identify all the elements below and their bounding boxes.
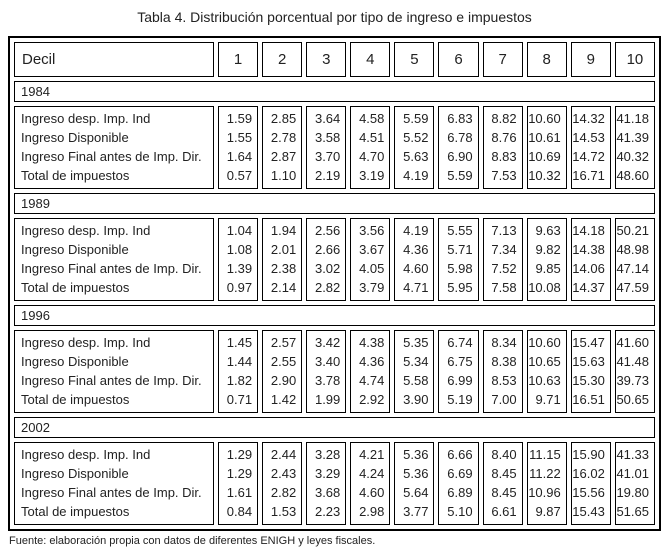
cell-value: 8.76 (491, 130, 517, 145)
cell-value: 5.71 (447, 242, 473, 257)
decile-values-cell (527, 330, 567, 413)
income-distribution-table (8, 36, 661, 531)
cell-value: 16.51 (572, 392, 605, 407)
cell-value: 3.78 (314, 373, 341, 388)
decile-values-cell (615, 106, 655, 189)
cell-value: 3.58 (314, 130, 341, 145)
decile-values-cell (483, 442, 523, 525)
decile-values-cell (306, 106, 346, 189)
cell-value: 7.34 (491, 242, 517, 257)
cell-value: 2.14 (270, 280, 297, 295)
cell-value: 9.63 (535, 223, 561, 238)
cell-value: 19.80 (616, 485, 649, 500)
column-header: 2 (262, 42, 302, 77)
decile-values-cell (218, 218, 258, 301)
cell-value: 3.40 (314, 354, 341, 369)
cell-value: 3.19 (359, 168, 385, 183)
cell-value: 3.56 (359, 223, 385, 238)
cell-value: 8.45 (491, 466, 517, 481)
cell-value: 4.58 (359, 111, 385, 126)
cell-value: 1.04 (226, 223, 253, 238)
cell-value: 1.64 (226, 149, 253, 164)
cell-value: 7.52 (491, 261, 517, 276)
cell-value: 2.38 (270, 261, 297, 276)
cell-value: 2.92 (359, 392, 385, 407)
year-section-header: 2002 (14, 417, 655, 438)
decile-values-cell (350, 218, 390, 301)
cell-value: 5.63 (403, 149, 429, 164)
row-label: Total de impuestos (21, 280, 130, 295)
row-label: Ingreso Final antes de Imp. Dir. (21, 373, 202, 388)
decile-values-cell (527, 218, 567, 301)
cell-value: 2.87 (270, 149, 297, 164)
decile-values-cell (394, 330, 434, 413)
cell-value: 3.42 (314, 335, 341, 350)
cell-value: 15.47 (572, 335, 605, 350)
cell-value: 2.90 (270, 373, 297, 388)
cell-value: 3.64 (314, 111, 341, 126)
cell-value: 4.60 (403, 261, 429, 276)
cell-value: 4.60 (359, 485, 385, 500)
cell-value: 0.71 (226, 392, 253, 407)
cell-value: 6.61 (491, 504, 517, 519)
cell-value: 3.90 (403, 392, 429, 407)
cell-value: 2.98 (359, 504, 385, 519)
cell-value: 2.82 (314, 280, 341, 295)
cell-value: 0.84 (226, 504, 253, 519)
decile-values-cell (394, 106, 434, 189)
cell-value: 1.53 (270, 504, 297, 519)
decile-values-cell (262, 442, 302, 525)
cell-value: 2.78 (270, 130, 297, 145)
cell-value: 4.71 (403, 280, 429, 295)
section-data-row (14, 442, 655, 525)
cell-value: 7.13 (491, 223, 517, 238)
decile-values-cell (527, 442, 567, 525)
decile-values-cell (218, 330, 258, 413)
row-labels-cell (14, 442, 214, 525)
column-header: 4 (350, 42, 390, 77)
cell-value: 10.61 (528, 130, 561, 145)
row-label: Ingreso desp. Imp. Ind (21, 223, 151, 238)
cell-value: 5.52 (403, 130, 429, 145)
cell-value: 8.38 (491, 354, 517, 369)
cell-value: 3.67 (359, 242, 385, 257)
cell-value: 2.66 (314, 242, 341, 257)
cell-value: 5.19 (447, 392, 473, 407)
column-header: 1 (218, 42, 258, 77)
cell-value: 7.58 (491, 280, 517, 295)
decile-values-cell (615, 218, 655, 301)
cell-value: 50.21 (616, 223, 649, 238)
cell-value: 6.99 (447, 373, 473, 388)
cell-value: 14.72 (572, 149, 605, 164)
decile-values-cell (306, 330, 346, 413)
row-label: Total de impuestos (21, 168, 130, 183)
cell-value: 5.55 (447, 223, 473, 238)
cell-value: 9.71 (535, 392, 561, 407)
decile-values-cell (571, 442, 611, 525)
cell-value: 1.08 (226, 242, 253, 257)
cell-value: 14.37 (572, 280, 605, 295)
cell-value: 41.39 (616, 130, 649, 145)
column-header: 6 (438, 42, 478, 77)
cell-value: 4.38 (359, 335, 385, 350)
row-label: Ingreso Disponible (21, 242, 129, 257)
row-label: Total de impuestos (21, 504, 130, 519)
cell-value: 14.53 (572, 130, 605, 145)
cell-value: 2.56 (314, 223, 341, 238)
cell-value: 2.19 (314, 168, 341, 183)
decile-values-cell (483, 218, 523, 301)
cell-value: 2.43 (270, 466, 297, 481)
cell-value: 7.53 (491, 168, 517, 183)
year-row (14, 81, 655, 102)
decile-values-cell (527, 106, 567, 189)
cell-value: 4.24 (359, 466, 385, 481)
cell-value: 8.82 (491, 111, 517, 126)
cell-value: 15.90 (572, 447, 605, 462)
cell-value: 48.98 (616, 242, 649, 257)
year-section-header: 1996 (14, 305, 655, 326)
cell-value: 5.36 (403, 447, 429, 462)
cell-value: 1.55 (226, 130, 253, 145)
cell-value: 41.01 (616, 466, 649, 481)
section-data-row (14, 106, 655, 189)
row-label: Ingreso Final antes de Imp. Dir. (21, 261, 202, 276)
decile-values-cell (438, 442, 478, 525)
cell-value: 15.30 (572, 373, 605, 388)
row-label: Ingreso desp. Imp. Ind (21, 335, 151, 350)
cell-value: 11.22 (529, 466, 561, 481)
decile-values-cell (571, 218, 611, 301)
decile-values-cell (394, 218, 434, 301)
year-row (14, 305, 655, 326)
cell-value: 51.65 (616, 504, 649, 519)
decile-values-cell (483, 106, 523, 189)
row-labels-cell (14, 218, 214, 301)
cell-value: 15.56 (572, 485, 605, 500)
column-header: 8 (527, 42, 567, 77)
cell-value: 5.36 (403, 466, 429, 481)
cell-value: 14.06 (572, 261, 605, 276)
decile-values-cell (262, 106, 302, 189)
cell-value: 2.23 (314, 504, 341, 519)
cell-value: 10.69 (528, 149, 561, 164)
row-label: Ingreso Disponible (21, 354, 129, 369)
cell-value: 50.65 (616, 392, 649, 407)
cell-value: 2.44 (270, 447, 297, 462)
cell-value: 15.43 (572, 504, 605, 519)
decile-values-cell (350, 106, 390, 189)
cell-value: 41.33 (616, 447, 649, 462)
row-label: Ingreso Disponible (21, 466, 129, 481)
cell-value: 39.73 (616, 373, 649, 388)
cell-value: 10.63 (528, 373, 561, 388)
cell-value: 47.14 (616, 261, 649, 276)
cell-value: 16.02 (572, 466, 605, 481)
column-header: 3 (306, 42, 346, 77)
column-header: 10 (615, 42, 655, 77)
column-header: 9 (571, 42, 611, 77)
cell-value: 9.87 (535, 504, 561, 519)
cell-value: 10.08 (528, 280, 561, 295)
decile-values-cell (218, 442, 258, 525)
cell-value: 0.57 (226, 168, 253, 183)
cell-value: 5.98 (447, 261, 473, 276)
cell-value: 2.01 (270, 242, 297, 257)
cell-value: 6.90 (447, 149, 473, 164)
table-title: Tabla 4. Distribución porcentual por tipo de ingreso e impuestos (137, 9, 532, 25)
cell-value: 4.21 (359, 447, 385, 462)
cell-value: 2.82 (270, 485, 297, 500)
column-header: 5 (394, 42, 434, 77)
cell-value: 5.64 (403, 485, 429, 500)
cell-value: 41.60 (616, 335, 649, 350)
cell-value: 6.66 (447, 447, 473, 462)
cell-value: 1.45 (226, 335, 253, 350)
cell-value: 8.34 (491, 335, 517, 350)
cell-value: 5.95 (447, 280, 473, 295)
cell-value: 14.32 (572, 111, 605, 126)
year-row (14, 193, 655, 214)
cell-value: 1.42 (270, 392, 297, 407)
row-labels-cell (14, 106, 214, 189)
cell-value: 3.79 (359, 280, 385, 295)
cell-value: 41.18 (616, 111, 649, 126)
row-label: Ingreso desp. Imp. Ind (21, 447, 151, 462)
cell-value: 8.53 (491, 373, 517, 388)
cell-value: 1.82 (226, 373, 253, 388)
cell-value: 16.71 (572, 168, 605, 183)
cell-value: 3.68 (314, 485, 341, 500)
cell-value: 10.60 (528, 335, 561, 350)
header-row (14, 42, 655, 77)
cell-value: 6.75 (447, 354, 473, 369)
decile-values-cell (218, 106, 258, 189)
cell-value: 4.19 (403, 223, 429, 238)
cell-value: 15.63 (572, 354, 605, 369)
cell-value: 8.40 (491, 447, 517, 462)
cell-value: 11.15 (529, 447, 561, 462)
cell-value: 1.59 (226, 111, 253, 126)
decile-values-cell (438, 218, 478, 301)
source-note: Fuente: elaboración propia con datos de diferentes ENIGH y leyes fiscales. (9, 535, 376, 547)
cell-value: 3.70 (314, 149, 341, 164)
cell-value: 5.10 (447, 504, 473, 519)
cell-value: 1.39 (226, 261, 253, 276)
section-data-row (14, 330, 655, 413)
cell-value: 4.70 (359, 149, 385, 164)
cell-value: 4.36 (403, 242, 429, 257)
cell-value: 6.78 (447, 130, 473, 145)
column-header: 7 (483, 42, 523, 77)
decile-values-cell (262, 218, 302, 301)
row-label: Total de impuestos (21, 392, 130, 407)
cell-value: 2.57 (270, 335, 297, 350)
cell-value: 5.58 (403, 373, 429, 388)
decile-values-cell (306, 442, 346, 525)
row-label: Ingreso Final antes de Imp. Dir. (21, 485, 202, 500)
section-data-row (14, 218, 655, 301)
cell-value: 7.00 (491, 392, 517, 407)
cell-value: 3.02 (314, 261, 341, 276)
cell-value: 5.59 (403, 111, 429, 126)
cell-value: 10.65 (528, 354, 561, 369)
decile-values-cell (306, 218, 346, 301)
cell-value: 9.85 (535, 261, 561, 276)
cell-value: 6.89 (447, 485, 473, 500)
year-row (14, 417, 655, 438)
cell-value: 1.61 (226, 485, 253, 500)
decile-values-cell (483, 330, 523, 413)
cell-value: 2.55 (270, 354, 297, 369)
cell-value: 1.29 (226, 466, 253, 481)
cell-value: 3.28 (314, 447, 341, 462)
decile-values-cell (571, 330, 611, 413)
decile-values-cell (394, 442, 434, 525)
decile-values-cell (615, 442, 655, 525)
row-label: Ingreso desp. Imp. Ind (21, 111, 151, 126)
decile-values-cell (350, 330, 390, 413)
cell-value: 4.19 (403, 168, 429, 183)
cell-value: 8.45 (491, 485, 517, 500)
cell-value: 8.83 (491, 149, 517, 164)
cell-value: 3.77 (403, 504, 429, 519)
cell-value: 10.60 (528, 111, 561, 126)
cell-value: 5.34 (403, 354, 429, 369)
cell-value: 14.18 (572, 223, 605, 238)
row-labels-cell (14, 330, 214, 413)
cell-value: 6.74 (447, 335, 473, 350)
decile-values-cell (438, 106, 478, 189)
decile-values-cell (615, 330, 655, 413)
year-section-header: 1989 (14, 193, 655, 214)
cell-value: 10.32 (528, 168, 561, 183)
cell-value: 1.44 (226, 354, 253, 369)
cell-value: 4.05 (359, 261, 385, 276)
cell-value: 41.48 (616, 354, 649, 369)
decile-values-cell (350, 442, 390, 525)
cell-value: 1.99 (314, 392, 341, 407)
cell-value: 40.32 (616, 149, 649, 164)
cell-value: 2.85 (270, 111, 297, 126)
cell-value: 5.35 (403, 335, 429, 350)
decile-header-cell: Decil (14, 42, 214, 77)
cell-value: 4.51 (359, 130, 385, 145)
decile-values-cell (571, 106, 611, 189)
cell-value: 5.59 (447, 168, 473, 183)
cell-value: 1.10 (270, 168, 297, 183)
cell-value: 47.59 (616, 280, 649, 295)
cell-value: 6.83 (447, 111, 473, 126)
cell-value: 14.38 (572, 242, 605, 257)
decile-values-cell (438, 330, 478, 413)
row-label: Ingreso Final antes de Imp. Dir. (21, 149, 202, 164)
cell-value: 6.69 (447, 466, 473, 481)
year-section-header: 1984 (14, 81, 655, 102)
cell-value: 9.82 (535, 242, 561, 257)
cell-value: 3.29 (314, 466, 341, 481)
cell-value: 0.97 (226, 280, 253, 295)
cell-value: 1.29 (226, 447, 253, 462)
cell-value: 4.36 (359, 354, 385, 369)
cell-value: 10.96 (528, 485, 561, 500)
cell-value: 48.60 (616, 168, 649, 183)
row-label: Ingreso Disponible (21, 130, 129, 145)
cell-value: 1.94 (270, 223, 297, 238)
cell-value: 4.74 (359, 373, 385, 388)
decile-values-cell (262, 330, 302, 413)
